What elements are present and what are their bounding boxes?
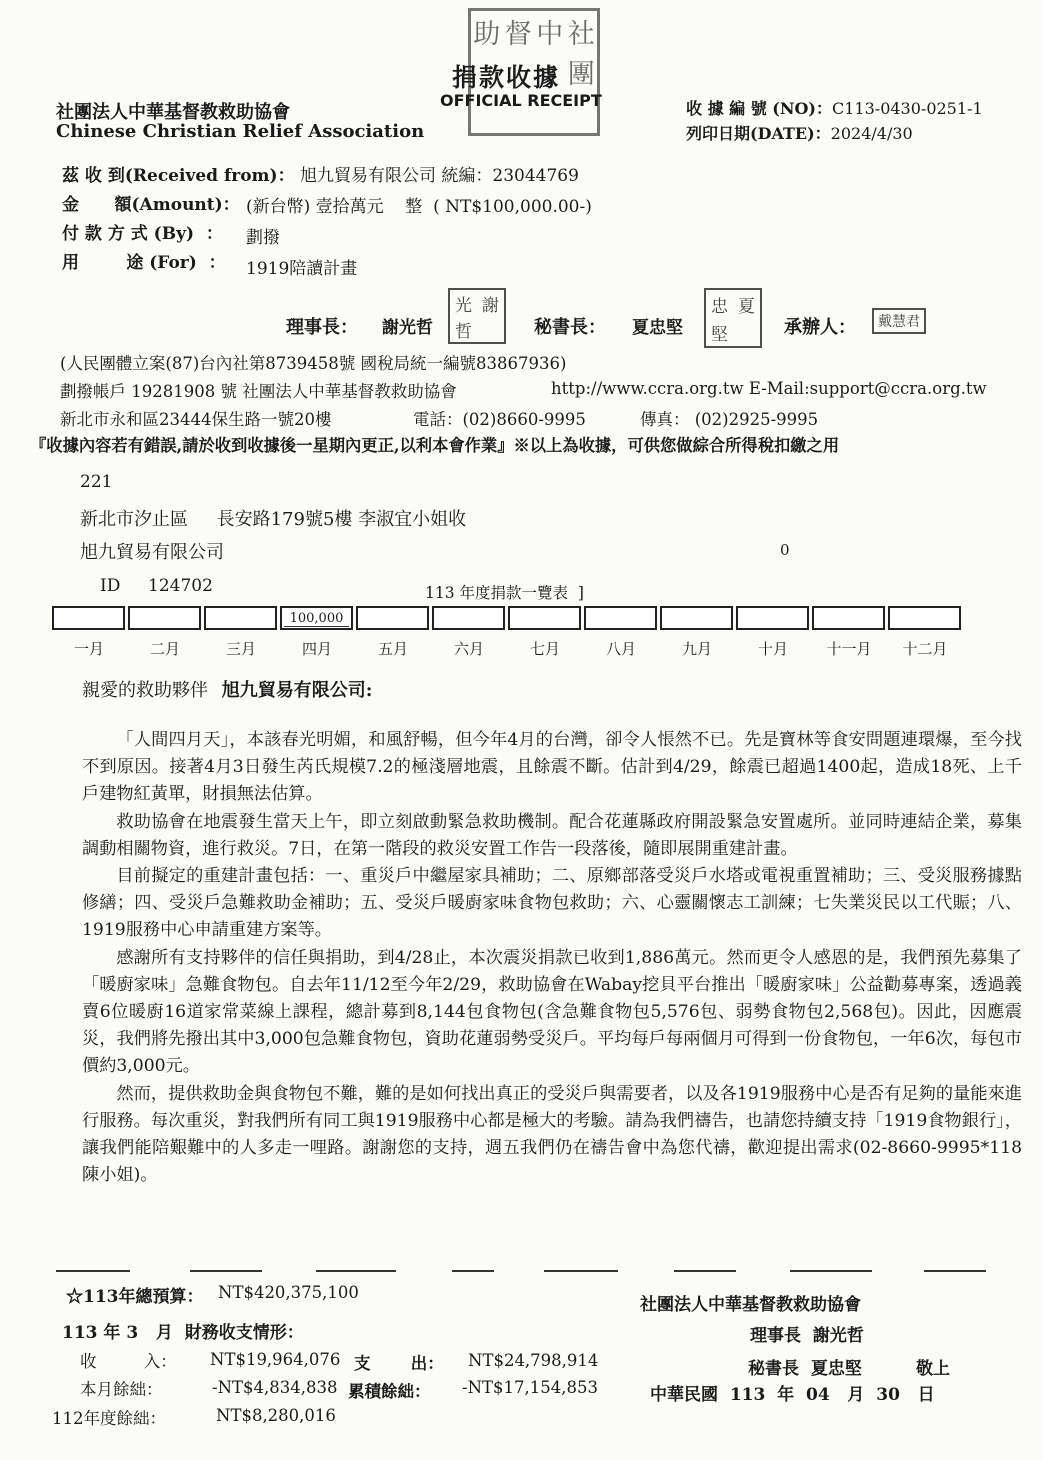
letter-paragraph: 救助協會在地震發生當天上午，即立刻啟動緊急救助機制。配合花蓮縣政府開設緊急安置處所。並同時連結企業，募集調動相關物資，進行救災。7日，在第一階段的救災安置工作告一段落後，隨即展開重建計畫。 [82,811,1022,859]
print-date-value: 2024/4/30 [830,124,913,143]
mailing-company: 旭九貿易有限公司 [80,542,224,563]
donation-list-title: 113 年度捐款一覽表 ] [425,584,584,602]
month-label: 八月 [605,640,636,658]
closing-chairman: 理事長 謝光哲 [750,1326,864,1346]
print-date-label: 列印日期(DATE)： [686,124,831,143]
org-address: 新北市永和區23444保生路一號20樓 [60,410,332,429]
divider [790,1270,872,1272]
month-box [660,606,733,630]
seal-char: 督 [504,18,532,50]
cumulative-balance-value: -NT$17,154,853 [462,1378,598,1397]
seal-char: 光 [455,295,472,316]
received-from-value: 旭九貿易有限公司 統編：23044769 [300,166,579,186]
receipt-title-en: OFFICIAL RECEIPT [440,91,602,110]
seal-char: 助 [473,18,501,50]
month-box [356,606,429,630]
payment-method-value: 劃撥 [246,228,280,248]
seal-char: 社 [567,18,595,50]
month-box [736,606,809,630]
chairman-seal [448,288,506,344]
closing-regards: 敬上 [916,1359,950,1379]
partner-name: 旭九貿易有限公司: [221,680,373,701]
divider [190,1270,262,1272]
closing-date: 中華民國 113 年 04 月 30 日 [650,1385,935,1405]
income-value: NT$19,964,076 [210,1350,341,1369]
letter-paragraph: 然而，提供救助金與食物包不難，難的是如何找出真正的受災戶與需要者，以及各1919服務中心是否有足夠的量能來進行服務。每次重災，對我們所有同工與1919服務中心都是極大的考驗。請為我們禱告，也請您持續支持「1919食物銀行」，讓我們能陪艱難中的人多走一哩路。謝謝您的支持，週五我們仍在禱告會中為您代禱，歡迎提出需求(02-8660-9995*118陳小姐)。 [82,1083,1022,1186]
month-box [128,606,201,630]
org-fax: 傳真： (02)2925-9995 [640,410,819,429]
month-label: 六月 [453,640,484,658]
seal-char: 夏 [738,296,755,317]
seal-char [477,316,504,342]
finance-title: 113 年 3 月 財務收支情形： [62,1323,304,1343]
org-phone: 電話：(02)8660-9995 [413,410,586,429]
divider [924,1270,986,1272]
month-label: 一月 [73,640,104,658]
prev-year-balance-label: 112年度餘絀： [52,1409,166,1428]
letter-paragraph: 感謝所有支持夥伴的信任與捐助，到4/28止，本次震災捐款已收到1,886萬元。然而更令人感恩的是，我們預先募集了「暖廚家味」急難食物包。自去年11/12至今年2/29，救助協會在Wabay挖貝平台推出「暖廚家味」公益勸募專案，透過義賣6位暖廚16道家常菜線上課程，總計募到8,144包食物包(含急難食物包5,576包、弱勢食物包2,568包)。因此，因應震災，我們將先撥出其中3,000包急難食物包，資助花蓮弱勢受災戶。平均每戶每兩個月可得到一份食物包，一年6次，每包市價約3,000元。 [82,947,1022,1077]
letter-body [82,727,1022,1189]
chairman-label: 理事長： [286,317,358,338]
divider [452,1270,494,1272]
correction-notice: 『收據內容若有錯誤,請於收到收據後一星期內更正,以利本會作業』※以上為收據，可供您做綜合所得稅扣繳之用 [30,436,840,455]
closing-secretary: 秘書長 夏忠堅 [748,1359,862,1379]
divider [56,1270,130,1272]
prev-year-balance-value: NT$8,280,016 [216,1406,336,1425]
month-box [52,606,125,630]
month-box [812,606,885,630]
mailing-zip: 221 [80,472,113,492]
month-box [584,606,657,630]
handler-label: 承辦人： [784,317,856,338]
month-label: 三月 [225,640,256,658]
secretary-seal [704,288,762,348]
month-value: 100,000 [284,611,349,627]
purpose-value: 1919陪讀計畫 [246,259,358,279]
month-label: 七月 [529,640,560,658]
letter-salutation [82,676,372,702]
mailing-address: 新北市汐止區 長安路179號5樓 李淑宜小姐收 [80,509,467,530]
receipt-number [686,96,983,119]
expense-label: 支 出： [354,1354,444,1373]
month-box [508,606,581,630]
month-box [204,606,277,630]
payment-method-label: 付 款 方 式 (By) ： [62,224,223,244]
print-date [686,121,913,144]
month-label: 九月 [681,640,712,658]
donor-id-label: ID [100,576,121,596]
divider [316,1270,396,1272]
month-box [280,606,353,630]
receipt-number-label: 收 據 編 號 (NO)： [686,99,832,118]
closing-org: 社團法人中華基督教救助協會 [640,1295,861,1315]
handler-seal: 戴慧君 [872,308,926,334]
month-label: 四月 [301,640,332,658]
seal-char: 哲 [455,321,472,342]
secretary-label: 秘書長： [534,317,606,338]
expense-value: NT$24,798,914 [468,1351,599,1370]
month-label: 二月 [149,640,180,658]
letter-paragraph: 目前擬定的重建計畫包括：一、重災戶中繼屋家具補助；二、原鄉部落受災戶水塔或電視重置補助；三、受災服務據點修繕；四、受災戶急難救助金補助；五、受災戶暖廚家味食物包救助；六、心靈關懷志工訓練；七失業災民以工代賑；八、1919服務中心申請重建方案等。 [82,866,1022,941]
divider [544,1270,618,1272]
web-email: http://www.ccra.org.tw E-Mail:support@ccra.org.tw [551,379,987,398]
month-box [888,606,961,630]
postal-account: 劃撥帳戶 19281908 號 社團法人中華基督教救助協會 [60,382,457,401]
annual-budget-label: ☆113年總預算： [66,1287,204,1307]
purpose-label: 用 途 (For) ： [62,253,226,273]
seal-char: 團 [567,59,595,91]
mailing-zero: 0 [780,541,790,559]
month-box [432,606,505,630]
month-label: 十一月 [826,640,872,658]
receipt-title: 捐款收據 [452,63,561,92]
org-name-en: Chinese Christian Relief Association [56,121,425,142]
amount-value: (新台幣) 壹拾萬元 整 ( NT$100,000.00-) [246,197,592,217]
month-balance-label: 本月餘絀： [80,1380,163,1399]
month-label: 十二月 [902,640,948,658]
donor-id: 124702 [148,576,213,596]
receipt-number-value: C113-0430-0251-1 [832,99,983,118]
month-balance-value: -NT$4,834,838 [212,1378,338,1397]
received-from-label: 茲 收 到(Received from)： [62,166,295,186]
seal-char: 中 [536,18,564,50]
annual-budget: NT$420,375,100 [218,1283,359,1302]
seal-char: 堅 [711,324,728,345]
salutation-text: 親愛的救助夥伴 [82,680,208,701]
cumulative-balance-label: 累積餘絀： [348,1382,431,1401]
letter-paragraph: 「人間四月天」，本該春光明媚，和風舒暢，但今年4月的台灣，卻令人悵然不已。先是寶林等食安問題連環爆，至今找不到原因。接著4月3日發生芮氏規模7.2的極淺層地震，且餘震不斷。估計到4/29，餘震已超過1400起，造成18死、上千戶建物紅黃單，財損無法估算。 [82,730,1022,805]
month-label: 五月 [377,640,408,658]
org-name-zh: 社團法人中華基督教救助協會 [56,102,290,123]
secretary-name: 夏忠堅 [632,318,683,338]
seal-char: 謝 [482,295,499,316]
seal-char: 忠 [711,296,728,317]
amount-label: 金 額(Amount)： [62,195,240,215]
registration-info: (人民團體立案(87)台內社第8739458號 國稅局統一編號83867936) [60,354,567,373]
month-label: 十月 [757,640,788,658]
chairman-name: 謝光哲 [382,318,433,338]
seal-char [733,318,760,346]
income-label: 收 入： [80,1352,177,1371]
divider [674,1270,736,1272]
